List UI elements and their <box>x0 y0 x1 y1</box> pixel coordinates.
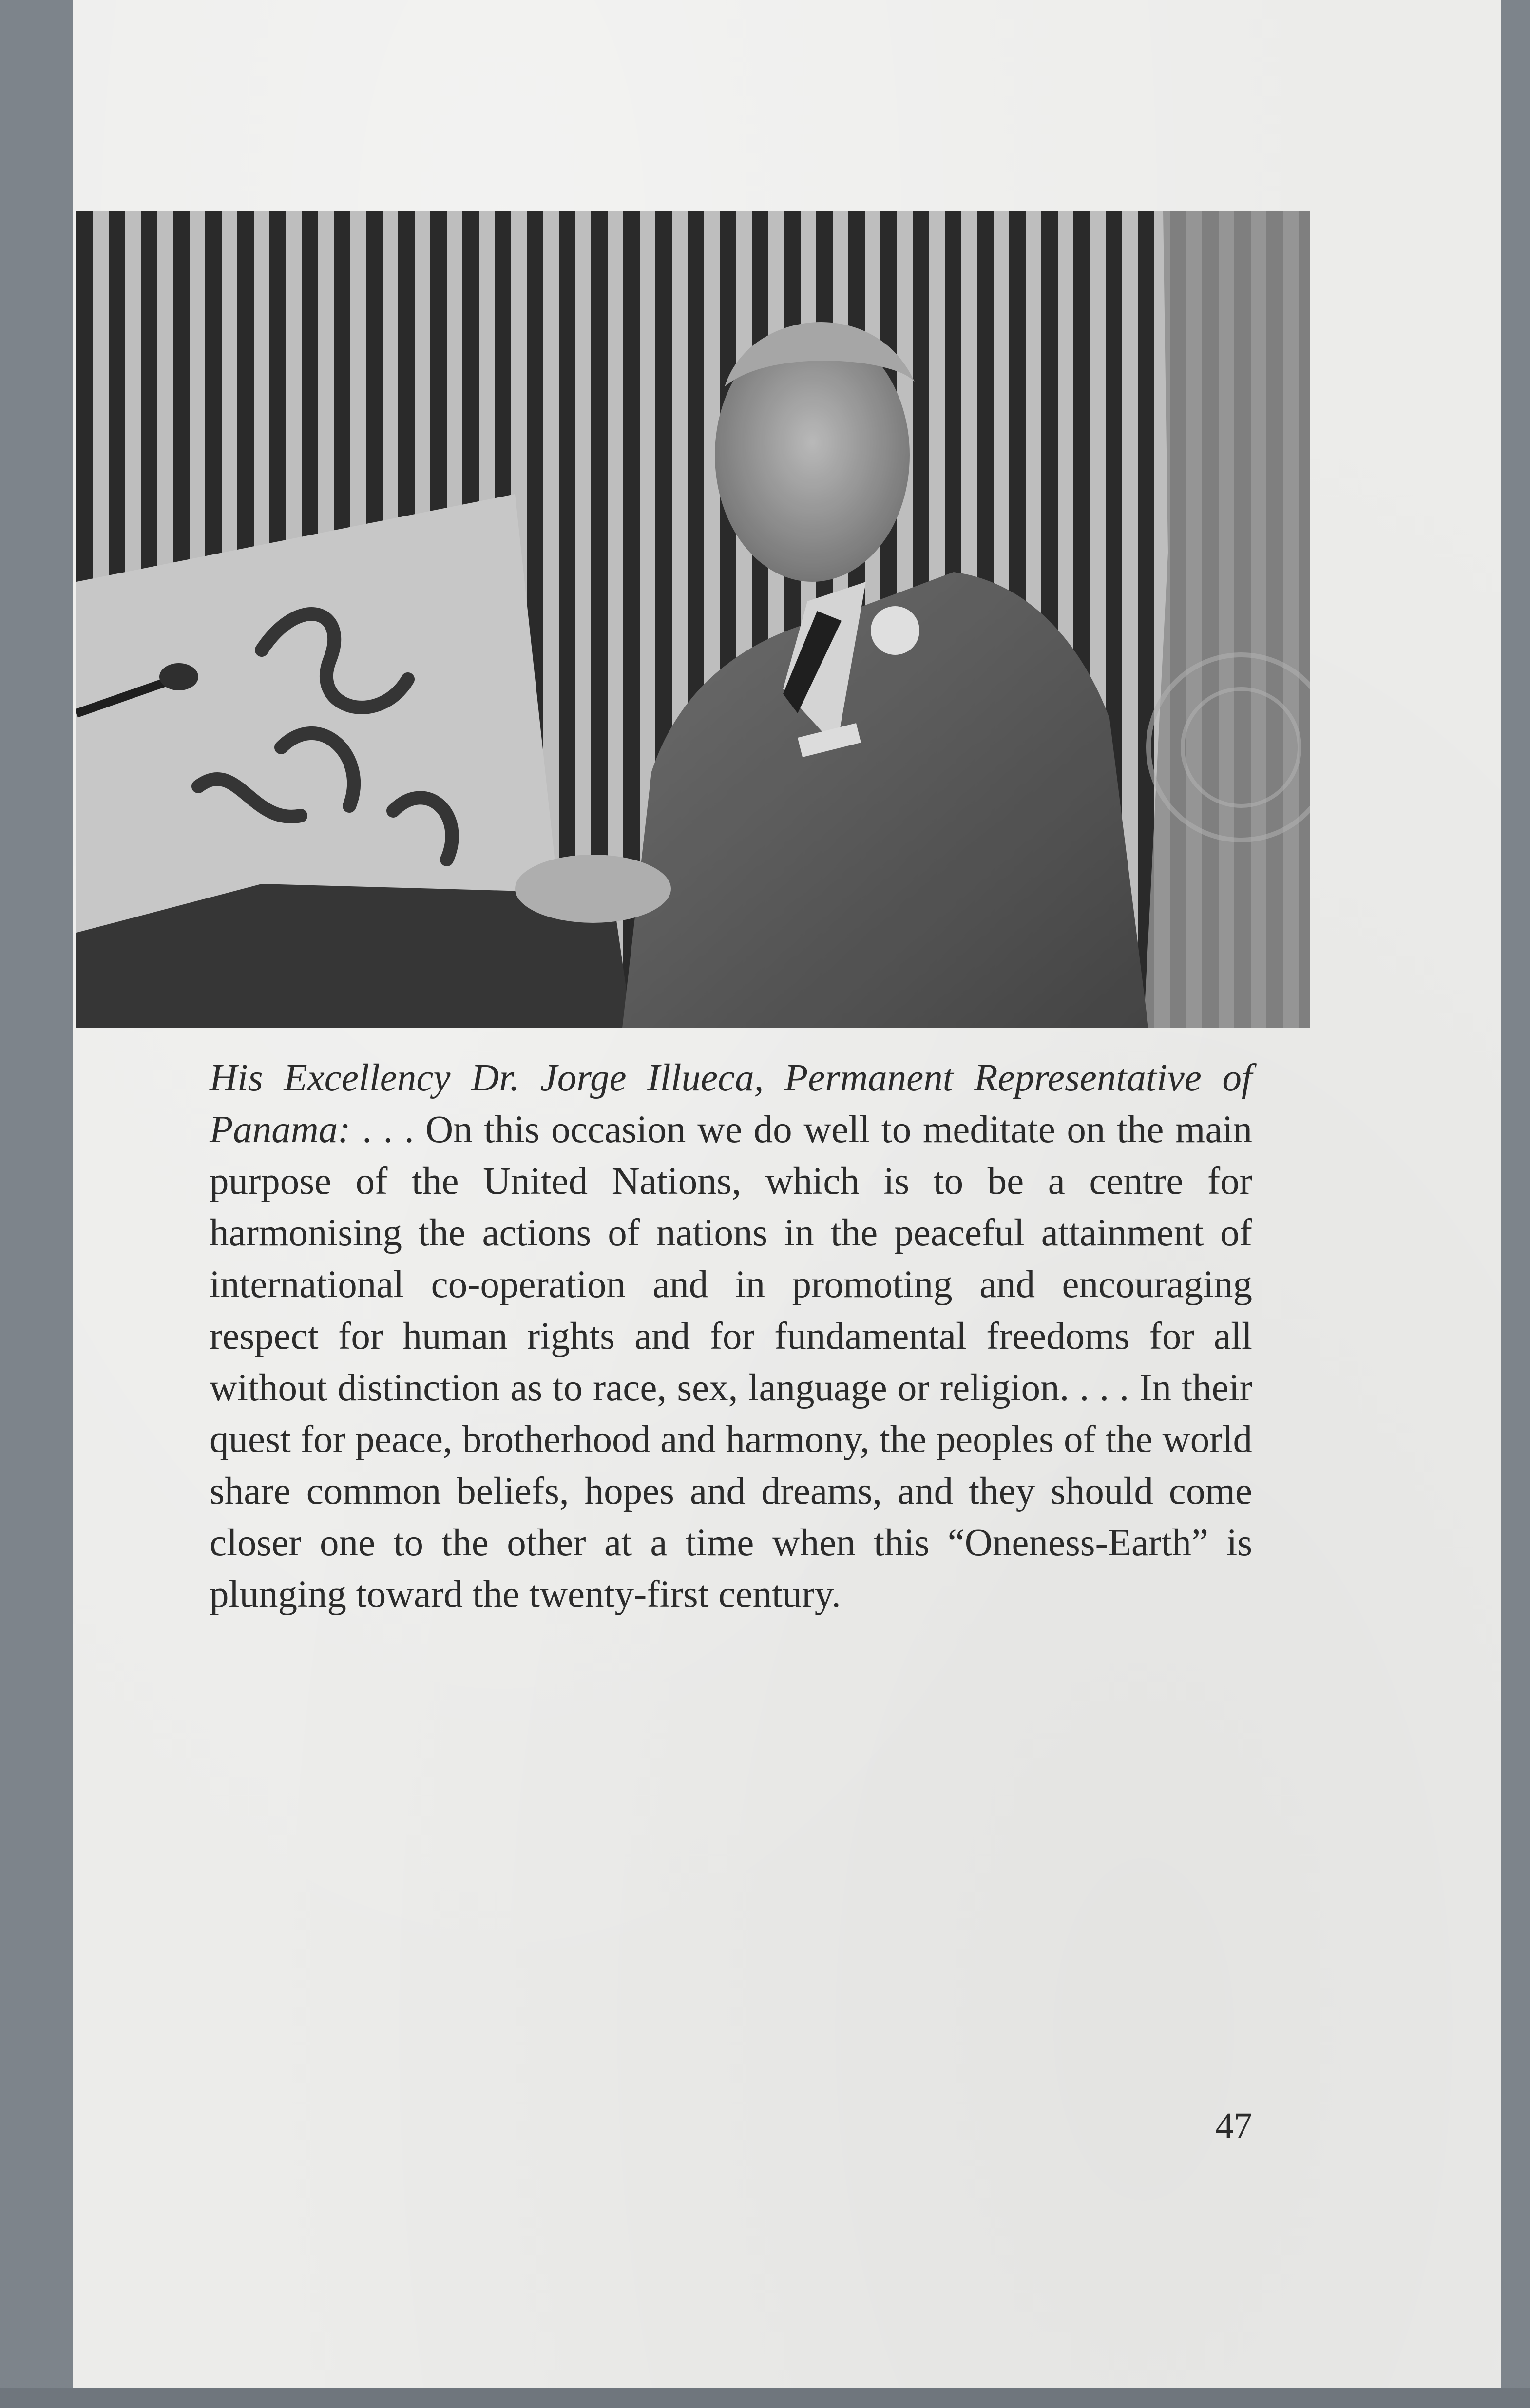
speaker-photo <box>76 211 1310 1028</box>
page-edge <box>0 2388 1530 2408</box>
caption-quote: . . . On this occasion we do well to meditate on the main purpose of the United Nations, which is to be a centre for harmonising the actions of nations in the peaceful attainment of international co-operation and in promoting and encouraging respect for human rights and for fundamental freedoms for all without distinction as to race, sex, language or religion. . . . In their quest for peace, brotherhood and harmony, the peoples of the world share common beliefs, hopes and dreams, and they should come closer one to the other at a time when this “Oneness-Earth” is plunging toward the twenty-first century. <box>210 1108 1252 1616</box>
page-number: 47 <box>1215 2105 1252 2146</box>
caption-speaker: His Excellency Dr. Jorge Illueca, Permanent Representative of Panama: <box>210 1057 1252 1151</box>
photo-caption <box>210 1052 1252 1621</box>
photo-illustration <box>76 211 1310 1028</box>
